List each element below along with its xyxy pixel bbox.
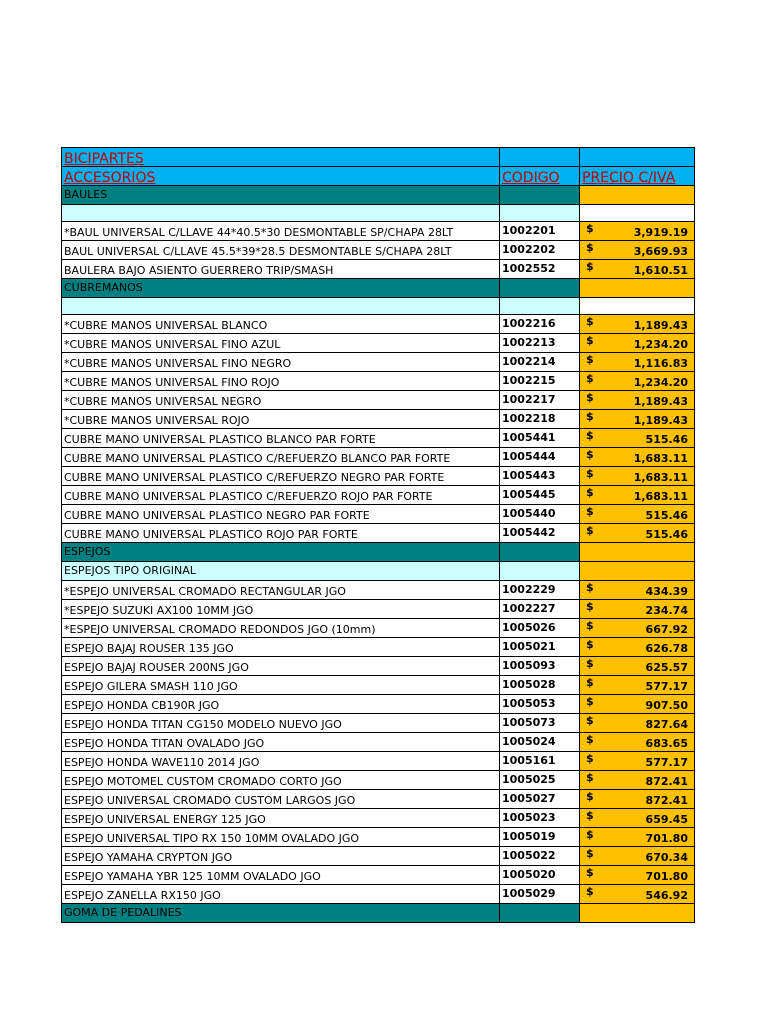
item-price: 667.92 [645,623,688,636]
item-code: 1002202 [500,241,580,260]
item-price: 577.17 [645,756,688,769]
item-description: ESPEJO HONDA TITAN CG150 MODELO NUEVO JGO [62,714,500,733]
item-price: 1,683.11 [633,490,688,503]
item-price: 626.78 [645,642,688,655]
item-description: ESPEJO HONDA TITAN OVALADO JGO [62,733,500,752]
currency-symbol: $ [586,676,594,689]
item-price: 515.46 [645,509,688,522]
table-row [62,847,695,866]
item-price: 3,919.19 [633,226,688,239]
item-price: 234.74 [645,604,688,617]
item-description: CUBRE MANO UNIVERSAL PLASTICO ROJO PAR FORTE [62,524,500,543]
section-title: GOMA DE PEDALINES [62,904,500,923]
currency-symbol: $ [586,847,594,860]
sheet-title: BICIPARTES [62,148,500,167]
item-price: 3,669.93 [633,245,688,258]
item-price: 1,189.43 [633,414,688,427]
item-price-cell [580,524,695,543]
item-description: *ESPEJO SUZUKI AX100 10MM JGO [62,600,500,619]
currency-symbol: $ [586,828,594,841]
currency-symbol: $ [586,771,594,784]
section-title: CUBREMANOS [62,279,500,298]
item-price: 872.41 [645,775,688,788]
item-code: 1005441 [500,429,580,448]
item-price: 670.34 [645,851,688,864]
item-code: 1005023 [500,809,580,828]
item-price-cell [580,771,695,790]
item-price: 1,116.83 [633,357,688,370]
table-row [62,334,695,353]
item-description: BAULERA BAJO ASIENTO GUERRERO TRIP/SMASH [62,260,500,279]
item-code: 1002218 [500,410,580,429]
item-description: ESPEJO UNIVERSAL CROMADO CUSTOM LARGOS JGO [62,790,500,809]
currency-symbol: $ [586,260,594,273]
item-price-cell [580,315,695,334]
currency-symbol: $ [586,372,594,385]
item-code: 1005445 [500,486,580,505]
currency-symbol: $ [586,695,594,708]
table-row [62,828,695,847]
item-code: 1005029 [500,885,580,904]
item-price-cell [580,828,695,847]
table-row [62,222,695,241]
header-row-columns [62,167,695,186]
item-price-cell [580,486,695,505]
currency-symbol: $ [586,486,594,499]
item-description: ESPEJO GILERA SMASH 110 JGO [62,676,500,695]
item-code: 1002552 [500,260,580,279]
currency-symbol: $ [586,410,594,423]
currency-symbol: $ [586,334,594,347]
table-row [62,809,695,828]
item-price: 1,683.11 [633,471,688,484]
currency-symbol: $ [586,581,594,594]
item-code: 1005444 [500,448,580,467]
item-code: 1005161 [500,752,580,771]
item-price-cell [580,429,695,448]
item-price: 701.80 [645,870,688,883]
item-price: 872.41 [645,794,688,807]
item-price: 683.65 [645,737,688,750]
table-row [62,885,695,904]
blank-row [62,205,695,222]
item-description: *ESPEJO UNIVERSAL CROMADO RECTANGULAR JGO [62,581,500,600]
item-price-cell [580,600,695,619]
item-price: 625.57 [645,661,688,674]
item-price-cell [580,657,695,676]
table-row [62,676,695,695]
item-price-cell [580,638,695,657]
item-description: ESPEJO YAMAHA YBR 125 10MM OVALADO JGO [62,866,500,885]
item-price-cell [580,410,695,429]
item-price-cell [580,809,695,828]
item-price-cell [580,260,695,279]
table-row [62,353,695,372]
item-code: 1005020 [500,866,580,885]
table-row [62,752,695,771]
item-description: *BAUL UNIVERSAL C/LLAVE 44*40.5*30 DESMONTABLE SP/CHAPA 28LT [62,222,500,241]
currency-symbol: $ [586,752,594,765]
item-description: *CUBRE MANOS UNIVERSAL ROJO [62,410,500,429]
table-row [62,866,695,885]
item-code: 1005440 [500,505,580,524]
item-description: *CUBRE MANOS UNIVERSAL FINO AZUL [62,334,500,353]
table-row [62,448,695,467]
currency-symbol: $ [586,315,594,328]
item-price: 1,234.20 [633,338,688,351]
item-code: 1005442 [500,524,580,543]
currency-symbol: $ [586,448,594,461]
item-code: 1005025 [500,771,580,790]
item-price: 1,610.51 [633,264,688,277]
currency-symbol: $ [586,790,594,803]
item-price: 1,234.20 [633,376,688,389]
item-price: 1,683.11 [633,452,688,465]
item-code: 1005026 [500,619,580,638]
sheet-subtitle: ACCESORIOS [62,167,500,186]
item-code: 1005073 [500,714,580,733]
item-price-cell [580,372,695,391]
subsection-title: ESPEJOS TIPO ORIGINAL [62,562,500,581]
table-row [62,467,695,486]
item-description: ESPEJO MOTOMEL CUSTOM CROMADO CORTO JGO [62,771,500,790]
table-row [62,695,695,714]
section-title: BAULES [62,186,500,205]
item-code: 1005024 [500,733,580,752]
currency-symbol: $ [586,353,594,366]
item-price-cell [580,222,695,241]
item-price: 546.92 [645,889,688,902]
item-code: 1005027 [500,790,580,809]
item-description: ESPEJO UNIVERSAL TIPO RX 150 10MM OVALADO JGO [62,828,500,847]
table-row [62,315,695,334]
currency-symbol: $ [586,657,594,670]
item-price-cell [580,752,695,771]
table-row [62,619,695,638]
item-code: 1005022 [500,847,580,866]
table-row [62,657,695,676]
item-price-cell [580,676,695,695]
item-description: CUBRE MANO UNIVERSAL PLASTICO C/REFUERZO ROJO PAR FORTE [62,486,500,505]
item-description: CUBRE MANO UNIVERSAL PLASTICO NEGRO PAR FORTE [62,505,500,524]
item-price-cell [580,505,695,524]
currency-symbol: $ [586,467,594,480]
table-row [62,524,695,543]
item-price: 659.45 [645,813,688,826]
section-row [62,279,695,298]
item-price-cell [580,847,695,866]
table-row [62,372,695,391]
table-row [62,733,695,752]
item-code: 1005028 [500,676,580,695]
currency-symbol: $ [586,222,594,235]
item-price: 907.50 [645,699,688,712]
item-price-cell [580,619,695,638]
table-row [62,391,695,410]
item-price-cell [580,581,695,600]
item-price-cell [580,714,695,733]
item-price-cell [580,448,695,467]
item-code: 1005021 [500,638,580,657]
item-description: ESPEJO BAJAJ ROUSER 135 JGO [62,638,500,657]
table-row [62,581,695,600]
table-row [62,410,695,429]
price-list-table [61,147,695,923]
currency-symbol: $ [586,429,594,442]
table-row [62,600,695,619]
item-price-cell [580,334,695,353]
subsection-row [62,562,695,581]
table-row [62,241,695,260]
item-code: 1005019 [500,828,580,847]
section-row [62,904,695,923]
item-description: CUBRE MANO UNIVERSAL PLASTICO C/REFUERZO NEGRO PAR FORTE [62,467,500,486]
currency-symbol: $ [586,391,594,404]
item-description: *CUBRE MANOS UNIVERSAL FINO NEGRO [62,353,500,372]
item-description: ESPEJO HONDA WAVE110 2014 JGO [62,752,500,771]
table-row [62,771,695,790]
item-price: 434.39 [645,585,688,598]
item-description: ESPEJO UNIVERSAL ENERGY 125 JGO [62,809,500,828]
item-description: *CUBRE MANOS UNIVERSAL NEGRO [62,391,500,410]
currency-symbol: $ [586,638,594,651]
item-price-cell [580,866,695,885]
item-price-cell [580,695,695,714]
item-price-cell [580,241,695,260]
item-description: ESPEJO BAJAJ ROUSER 200NS JGO [62,657,500,676]
currency-symbol: $ [586,866,594,879]
item-description: CUBRE MANO UNIVERSAL PLASTICO C/REFUERZO BLANCO PAR FORTE [62,448,500,467]
item-price: 827.64 [645,718,688,731]
item-description: ESPEJO YAMAHA CRYPTON JGO [62,847,500,866]
item-code: 1002217 [500,391,580,410]
item-code: 1002216 [500,315,580,334]
table-row [62,486,695,505]
currency-symbol: $ [586,505,594,518]
item-code: 1002201 [500,222,580,241]
table-row [62,260,695,279]
item-code: 1002214 [500,353,580,372]
item-code: 1005093 [500,657,580,676]
currency-symbol: $ [586,600,594,613]
item-code: 1002213 [500,334,580,353]
item-price: 701.80 [645,832,688,845]
item-description: *CUBRE MANOS UNIVERSAL FINO ROJO [62,372,500,391]
item-code: 1005443 [500,467,580,486]
blank-row [62,298,695,315]
section-title: ESPEJOS [62,543,500,562]
item-description: *CUBRE MANOS UNIVERSAL BLANCO [62,315,500,334]
table-row [62,429,695,448]
header-row-title [62,148,695,167]
currency-symbol: $ [586,241,594,254]
currency-symbol: $ [586,885,594,898]
item-price-cell [580,467,695,486]
item-price-cell [580,391,695,410]
section-row [62,543,695,562]
currency-symbol: $ [586,733,594,746]
item-price: 515.46 [645,433,688,446]
item-description: ESPEJO HONDA CB190R JGO [62,695,500,714]
item-price: 1,189.43 [633,319,688,332]
item-price: 1,189.43 [633,395,688,408]
item-description: BAUL UNIVERSAL C/LLAVE 45.5*39*28.5 DESMONTABLE S/CHAPA 28LT [62,241,500,260]
currency-symbol: $ [586,524,594,537]
item-price-cell [580,733,695,752]
table-row [62,638,695,657]
item-code: 1002229 [500,581,580,600]
table-row [62,790,695,809]
item-price: 577.17 [645,680,688,693]
column-header-code: CODIGO [500,167,580,186]
item-code: 1005053 [500,695,580,714]
item-description: ESPEJO ZANELLA RX150 JGO [62,885,500,904]
item-price-cell [580,885,695,904]
item-code: 1002215 [500,372,580,391]
section-row [62,186,695,205]
item-price-cell [580,790,695,809]
item-code: 1002227 [500,600,580,619]
currency-symbol: $ [586,809,594,822]
item-description: *ESPEJO UNIVERSAL CROMADO REDONDOS JGO (10mm) [62,619,500,638]
item-price-cell [580,353,695,372]
item-price: 515.46 [645,528,688,541]
column-header-price: PRECIO C/IVA [580,167,695,186]
table-row [62,505,695,524]
item-description: CUBRE MANO UNIVERSAL PLASTICO BLANCO PAR FORTE [62,429,500,448]
currency-symbol: $ [586,619,594,632]
table-row [62,714,695,733]
currency-symbol: $ [586,714,594,727]
